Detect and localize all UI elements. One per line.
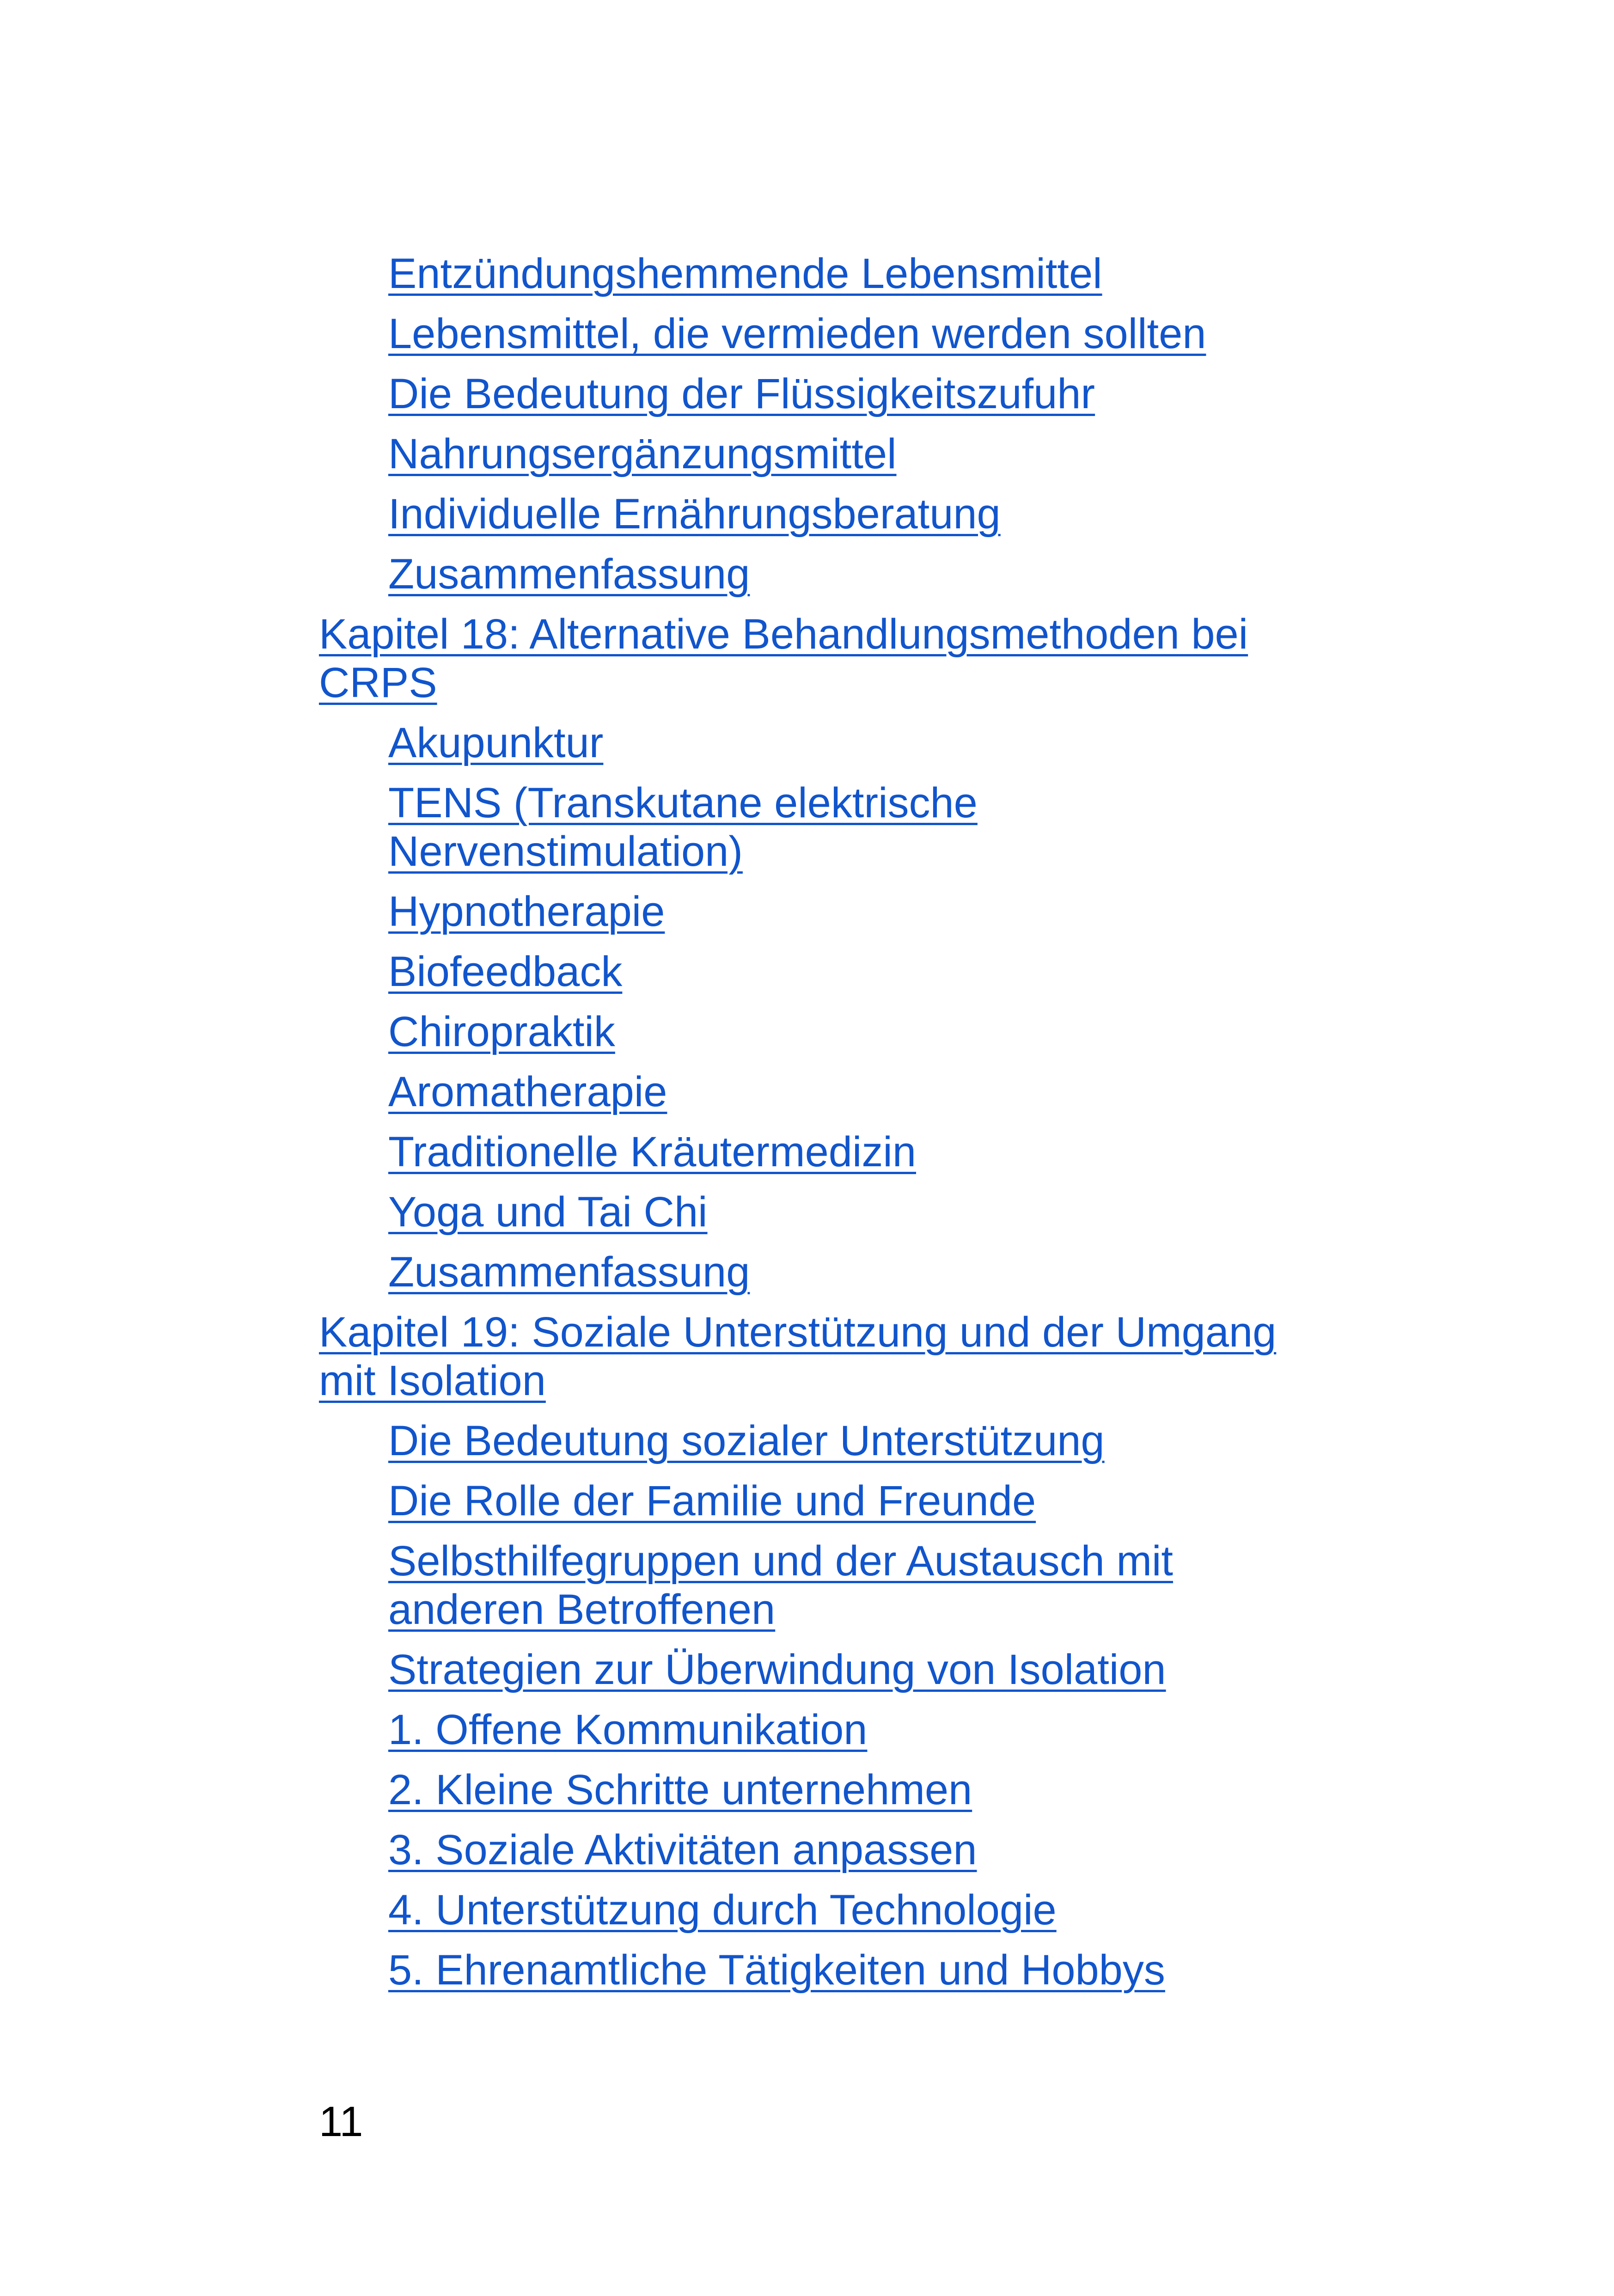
toc-link-chiropraktik[interactable]: Chiropraktik — [388, 1008, 615, 1055]
toc-link-akupunktur[interactable]: Akupunktur — [388, 719, 604, 766]
toc-link-technologie[interactable]: 4. Unterstützung durch Technologie — [388, 1886, 1057, 1934]
toc-link-zusammenfassung-17[interactable]: Zusammenfassung — [388, 551, 750, 598]
table-of-contents — [319, 250, 1313, 2006]
toc-link-biofeedback[interactable]: Biofeedback — [388, 948, 623, 995]
toc-link-entzuendungshemmende-lebensmittel[interactable]: Entzündungshemmende Lebensmittel — [388, 250, 1102, 297]
toc-link-ehrenamt-hobbys[interactable]: 5. Ehrenamtliche Tätigkeiten und Hobbys — [388, 1947, 1165, 1994]
toc-link-soziale-aktivitaeten[interactable]: 3. Soziale Aktivitäten anpassen — [388, 1826, 977, 1874]
toc-link-hypnotherapie[interactable]: Hypnotherapie — [388, 888, 665, 935]
toc-link-kleine-schritte[interactable]: 2. Kleine Schritte unternehmen — [388, 1766, 972, 1813]
page-number: 11 — [319, 2098, 363, 2145]
toc-link-soziale-unterstuetzung[interactable]: Die Bedeutung sozialer Unterstützung — [388, 1417, 1105, 1464]
toc-link-familie-freunde[interactable]: Die Rolle der Familie und Freunde — [388, 1477, 1036, 1525]
toc-link-yoga-tai-chi[interactable]: Yoga und Tai Chi — [388, 1188, 708, 1236]
toc-link-zusammenfassung-18[interactable]: Zusammenfassung — [388, 1249, 750, 1296]
toc-link-strategien-isolation[interactable]: Strategien zur Überwindung von Isolation — [388, 1646, 1166, 1693]
toc-link-offene-kommunikation[interactable]: 1. Offene Kommunikation — [388, 1706, 868, 1753]
toc-link-aromatherapie[interactable]: Aromatherapie — [388, 1068, 667, 1115]
toc-link-selbsthilfegruppen[interactable]: Selbsthilfegruppen und der Austausch mit anderen Betroffenen — [388, 1537, 1173, 1633]
toc-link-ernaehrungsberatung[interactable]: Individuelle Ernährungsberatung — [388, 490, 1001, 538]
toc-link-kapitel-19[interactable]: Kapitel 19: Soziale Unterstützung und der Umgang mit Isolation — [319, 1309, 1277, 1404]
toc-link-fluessigkeitszufuhr[interactable]: Die Bedeutung der Flüssigkeitszufuhr — [388, 370, 1095, 417]
toc-link-lebensmittel-vermeiden[interactable]: Lebensmittel, die vermieden werden sollten — [388, 310, 1206, 357]
toc-link-kraeutermedizin[interactable]: Traditionelle Kräutermedizin — [388, 1128, 917, 1176]
toc-link-nahrungsergaenzungsmittel[interactable]: Nahrungsergänzungsmittel — [388, 430, 897, 478]
toc-link-kapitel-18[interactable]: Kapitel 18: Alternative Behandlungsmethoden bei CRPS — [319, 611, 1248, 706]
toc-link-tens[interactable]: TENS (Transkutane elektrische Nervenstimulation) — [388, 779, 978, 875]
